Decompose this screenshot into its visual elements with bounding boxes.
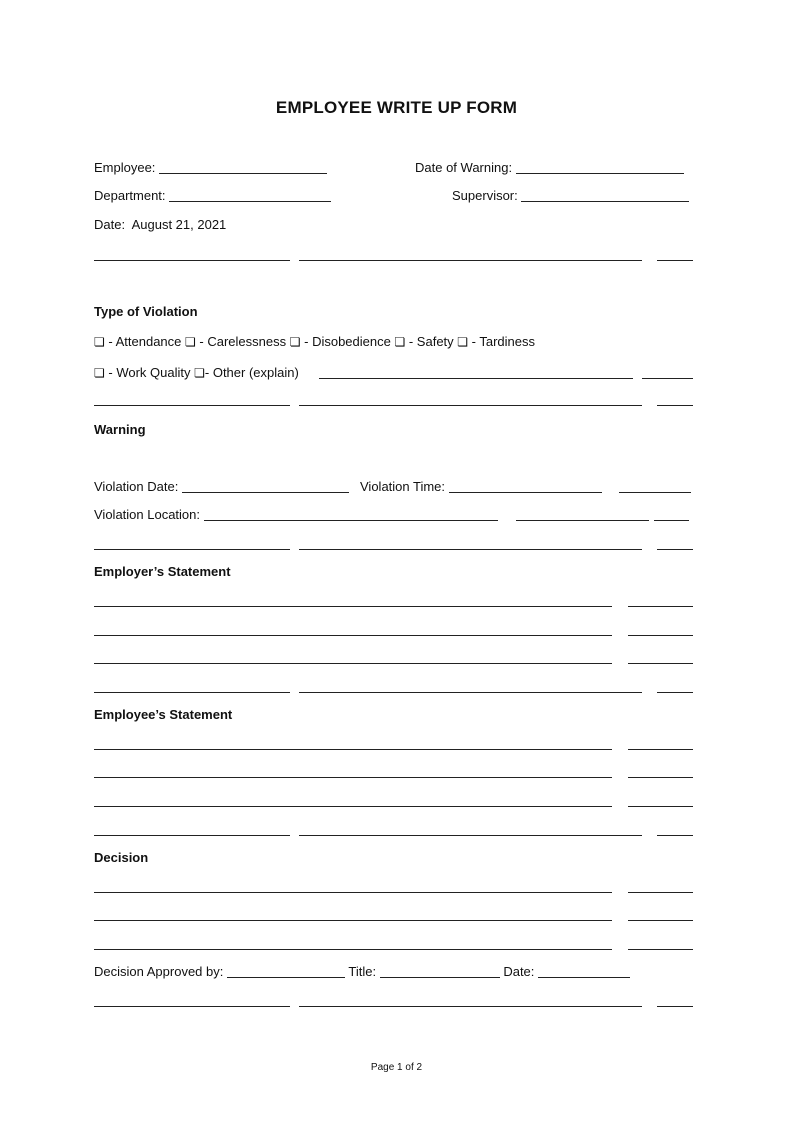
- checkbox-tardiness[interactable]: [457, 334, 535, 349]
- separator-line: [299, 1006, 642, 1007]
- separator-line: [657, 835, 693, 836]
- employee-blank[interactable]: [159, 173, 327, 174]
- employee-statement-line-end[interactable]: [628, 777, 693, 778]
- checkbox-icon: ❏: [289, 335, 301, 349]
- option-disobedience: - Disobedience: [304, 334, 391, 349]
- employee-statement-line[interactable]: [94, 777, 612, 778]
- employee-statement-line-end[interactable]: [628, 749, 693, 750]
- separator-line: [657, 549, 693, 550]
- employee-statement-line[interactable]: [94, 806, 612, 807]
- violation-options-row-2: [94, 365, 299, 381]
- other-explain-blank-end[interactable]: [642, 378, 693, 379]
- checkbox-icon: ❏: [194, 366, 205, 380]
- separator-line: [94, 405, 290, 406]
- separator-line: [299, 405, 642, 406]
- employee-label: Employee:: [94, 160, 156, 175]
- decision-line[interactable]: [94, 949, 612, 950]
- option-work-quality: - Work Quality: [108, 365, 191, 380]
- violation-time-label: Violation Time:: [360, 479, 446, 494]
- decision-approval-row: [94, 964, 630, 980]
- violation-location-blank-2[interactable]: [516, 520, 649, 521]
- warning-heading: Warning: [94, 422, 146, 437]
- decision-date-blank[interactable]: [538, 977, 630, 978]
- separator-line: [94, 260, 290, 261]
- approved-by-blank[interactable]: [227, 977, 345, 978]
- separator-line: [299, 549, 642, 550]
- supervisor-blank[interactable]: [521, 201, 689, 202]
- decision-line[interactable]: [94, 920, 612, 921]
- separator-line: [94, 1006, 290, 1007]
- violation-time-blank-end[interactable]: [619, 492, 691, 493]
- violation-date-label: Violation Date:: [94, 479, 179, 494]
- violation-location-field: [94, 507, 498, 523]
- employee-statement-heading: Employee’s Statement: [94, 707, 233, 722]
- decision-heading: Decision: [94, 850, 149, 865]
- employer-statement-line-end[interactable]: [628, 663, 693, 664]
- separator-line: [299, 692, 642, 693]
- date-value: August 21, 2021: [131, 217, 227, 232]
- checkbox-carelessness[interactable]: [185, 334, 286, 349]
- option-other: - Other (explain): [204, 365, 299, 380]
- employee-statement-line-end[interactable]: [628, 806, 693, 807]
- checkbox-icon: ❏: [94, 366, 105, 380]
- decision-line[interactable]: [94, 892, 612, 893]
- violation-date-blank[interactable]: [182, 492, 349, 493]
- separator-line: [94, 835, 290, 836]
- violation-time-field: [360, 479, 602, 495]
- date-of-warning-blank[interactable]: [516, 173, 684, 174]
- separator-line: [94, 692, 290, 693]
- violation-options-row-1: [94, 334, 535, 350]
- department-blank[interactable]: [169, 201, 331, 202]
- checkbox-icon: ❏: [457, 335, 469, 349]
- checkbox-icon: ❏: [94, 335, 105, 349]
- violation-date-field: [94, 479, 349, 495]
- separator-line: [299, 260, 642, 261]
- employee-statement-line[interactable]: [94, 749, 612, 750]
- approved-by-label: Decision Approved by:: [94, 964, 224, 979]
- type-of-violation-heading: Type of Violation: [94, 304, 198, 319]
- employer-statement-heading: Employer’s Statement: [94, 564, 231, 579]
- date-of-warning-field: [415, 160, 684, 176]
- option-carelessness: - Carelessness: [199, 334, 287, 349]
- checkbox-disobedience[interactable]: [290, 334, 391, 349]
- decision-title-blank[interactable]: [380, 977, 500, 978]
- employer-statement-line[interactable]: [94, 663, 612, 664]
- form-title: EMPLOYEE WRITE UP FORM: [275, 98, 518, 117]
- decision-date-label: Date:: [503, 964, 535, 979]
- checkbox-attendance[interactable]: [94, 334, 181, 349]
- option-safety: - Safety: [408, 334, 454, 349]
- employee-field: [94, 160, 327, 176]
- employer-statement-line-end[interactable]: [628, 635, 693, 636]
- department-field: [94, 188, 331, 204]
- violation-location-blank[interactable]: [204, 520, 498, 521]
- supervisor-field: [452, 188, 689, 204]
- option-tardiness: - Tardiness: [471, 334, 536, 349]
- supervisor-label: Supervisor:: [452, 188, 518, 203]
- employer-statement-line[interactable]: [94, 635, 612, 636]
- date-of-warning-label: Date of Warning:: [415, 160, 513, 175]
- violation-time-blank[interactable]: [449, 492, 602, 493]
- checkbox-safety[interactable]: [394, 334, 453, 349]
- checkbox-other[interactable]: [194, 365, 299, 380]
- employer-statement-line-end[interactable]: [628, 606, 693, 607]
- separator-line: [299, 835, 642, 836]
- violation-location-label: Violation Location:: [94, 507, 201, 522]
- checkbox-icon: ❏: [185, 335, 196, 349]
- separator-line: [94, 549, 290, 550]
- checkbox-icon: ❏: [394, 335, 406, 349]
- decision-line-end[interactable]: [628, 949, 693, 950]
- employer-statement-line[interactable]: [94, 606, 612, 607]
- department-label: Department:: [94, 188, 166, 203]
- date-label: Date:: [94, 217, 126, 232]
- date-field: [94, 217, 226, 233]
- separator-line: [657, 405, 693, 406]
- other-explain-blank[interactable]: [319, 378, 633, 379]
- violation-location-blank-3[interactable]: [654, 520, 689, 521]
- separator-line: [657, 1006, 693, 1007]
- separator-line: [657, 260, 693, 261]
- page-number: Page 1 of 2: [370, 1062, 423, 1073]
- decision-title-label: Title:: [348, 964, 377, 979]
- decision-line-end[interactable]: [628, 892, 693, 893]
- decision-line-end[interactable]: [628, 920, 693, 921]
- option-attendance: - Attendance: [108, 334, 182, 349]
- separator-line: [657, 692, 693, 693]
- checkbox-work-quality[interactable]: [94, 365, 191, 380]
